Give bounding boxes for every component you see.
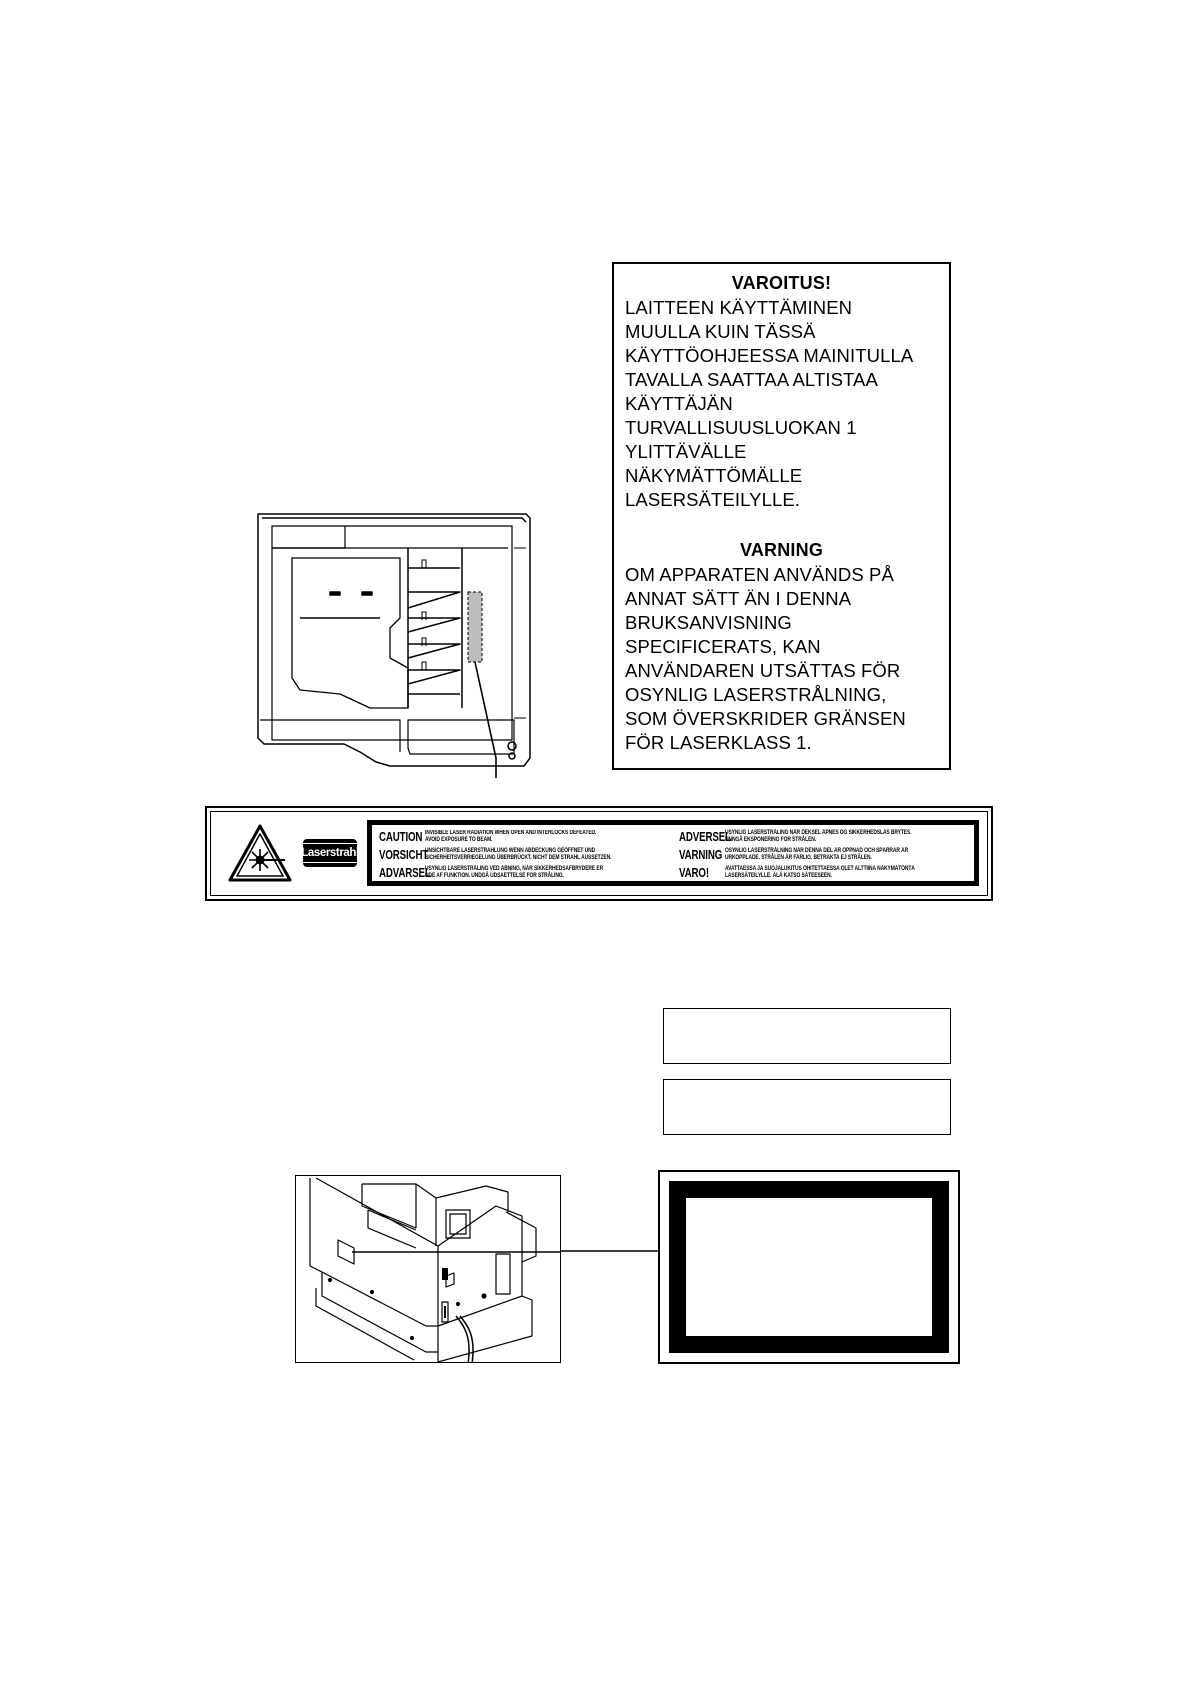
rear-leader-line [561,1249,659,1253]
caution-text-frame [367,820,979,886]
varo-entry [679,866,956,880]
varoitus-text: LAITTEEN KÄYTTÄMINEN MUULLA KUIN TÄSSÄ KÄYTTÖOHJEESSA MAINITULLA TAVALLA SAATTAA ALTISTAA KÄYTTÄJÄN TURVALLISUUSLUOKAN 1 YLITTÄVÄLLE NÄKYMÄTTÖMÄLLE LASERSÄTEILYLLE. [625,297,914,510]
varning-label-text: OSYNLIG LASERSTRÅLNING NÄR DENNA DEL ÄR ÖPPNAD OCH SPÄRRAR ÄR URKOPPLADE. STRÅLEN ÄR FARLIG. BETRAKTA EJ STRÅLEN. [725,848,909,861]
class1-label-band [669,1181,949,1353]
caution-entry [379,830,634,844]
laser-caution-label [205,806,993,901]
laser-warning-box [612,262,951,770]
adversel-text: USYNLIG LASERSTRÅLING NÅR DEKSEL ÅPNES OG SIKKERHEDSLÅS BRYTES. UNNGÅ EKSPONERING FOR STRÅLEN. [725,830,912,843]
varo-text: AVATTAESSA JA SUOJALUKITUS OHITETTAESSA OLET ALTTIINA NÄKYMÄTÖNTÄ LASERSÄTEILYLLE. ÄLÄ KATSO SÄTEESEEN. [725,866,915,879]
adversel-entry [679,830,952,844]
varoitus-heading: VAROITUS! [731,273,832,293]
adversel-keyword: ADVERSEL [679,830,731,844]
laser-hazard-icon [227,823,293,883]
empty-label-box-2 [663,1079,951,1135]
varning-entry [679,848,948,862]
class1-laser-label [658,1170,960,1364]
advarsel-text: USYNLIG LASERSTRÅLING VED ÅBNING, NÅR SIKKERHEDSAFBRYDERE ER UDE AF FUNKTION. UNDGÅ UDSAETTELSE FOR STRÅLING. [425,866,604,879]
advarsel-entry [379,866,642,880]
varning-keyword: VARNING [679,848,723,862]
laserstrahl-badge [303,839,357,867]
varning-text: OM APPARATEN ANVÄNDS PÅ ANNAT SÄTT ÄN I DENNA BRUKSANVISNING SPECIFICERATS, KAN ANVÄNDAREN UTSÄTTAS FÖR OSYNLIG LASERSTRÅLNING, SOM ÖVERSKRIDER GRÄNSEN FÖR LASERKLASS 1. [625,564,906,753]
varo-keyword: VARO! [679,866,709,880]
vorsicht-text: UNSICHTBARE LASERSTRAHLUNG WENN ABDECKUNG GEÖFFNET UND SICHERHEITSVERRIEGELUNG ÜBERBRÜCKT. NICHT DEM STRAHL AUSSETZEN. [425,848,612,861]
varning-heading: VARNING [739,540,824,560]
empty-label-box-1 [663,1008,951,1064]
copier-top-view-illustration [250,508,540,778]
copier-rear-view-illustration [295,1175,561,1363]
advarsel-keyword: ADVARSEL [379,866,431,880]
vorsicht-entry [379,848,652,862]
vorsicht-keyword: VORSICHT [379,848,429,862]
laserstrahl-text: Laserstrahl [297,843,363,863]
caution-keyword: CAUTION [379,830,423,844]
caution-text: INVISIBLE LASER RADIATION WHEN OPEN AND INTERLOCKS DEFEATED. AVOID EXPOSURE TO BEAM. [425,830,597,843]
